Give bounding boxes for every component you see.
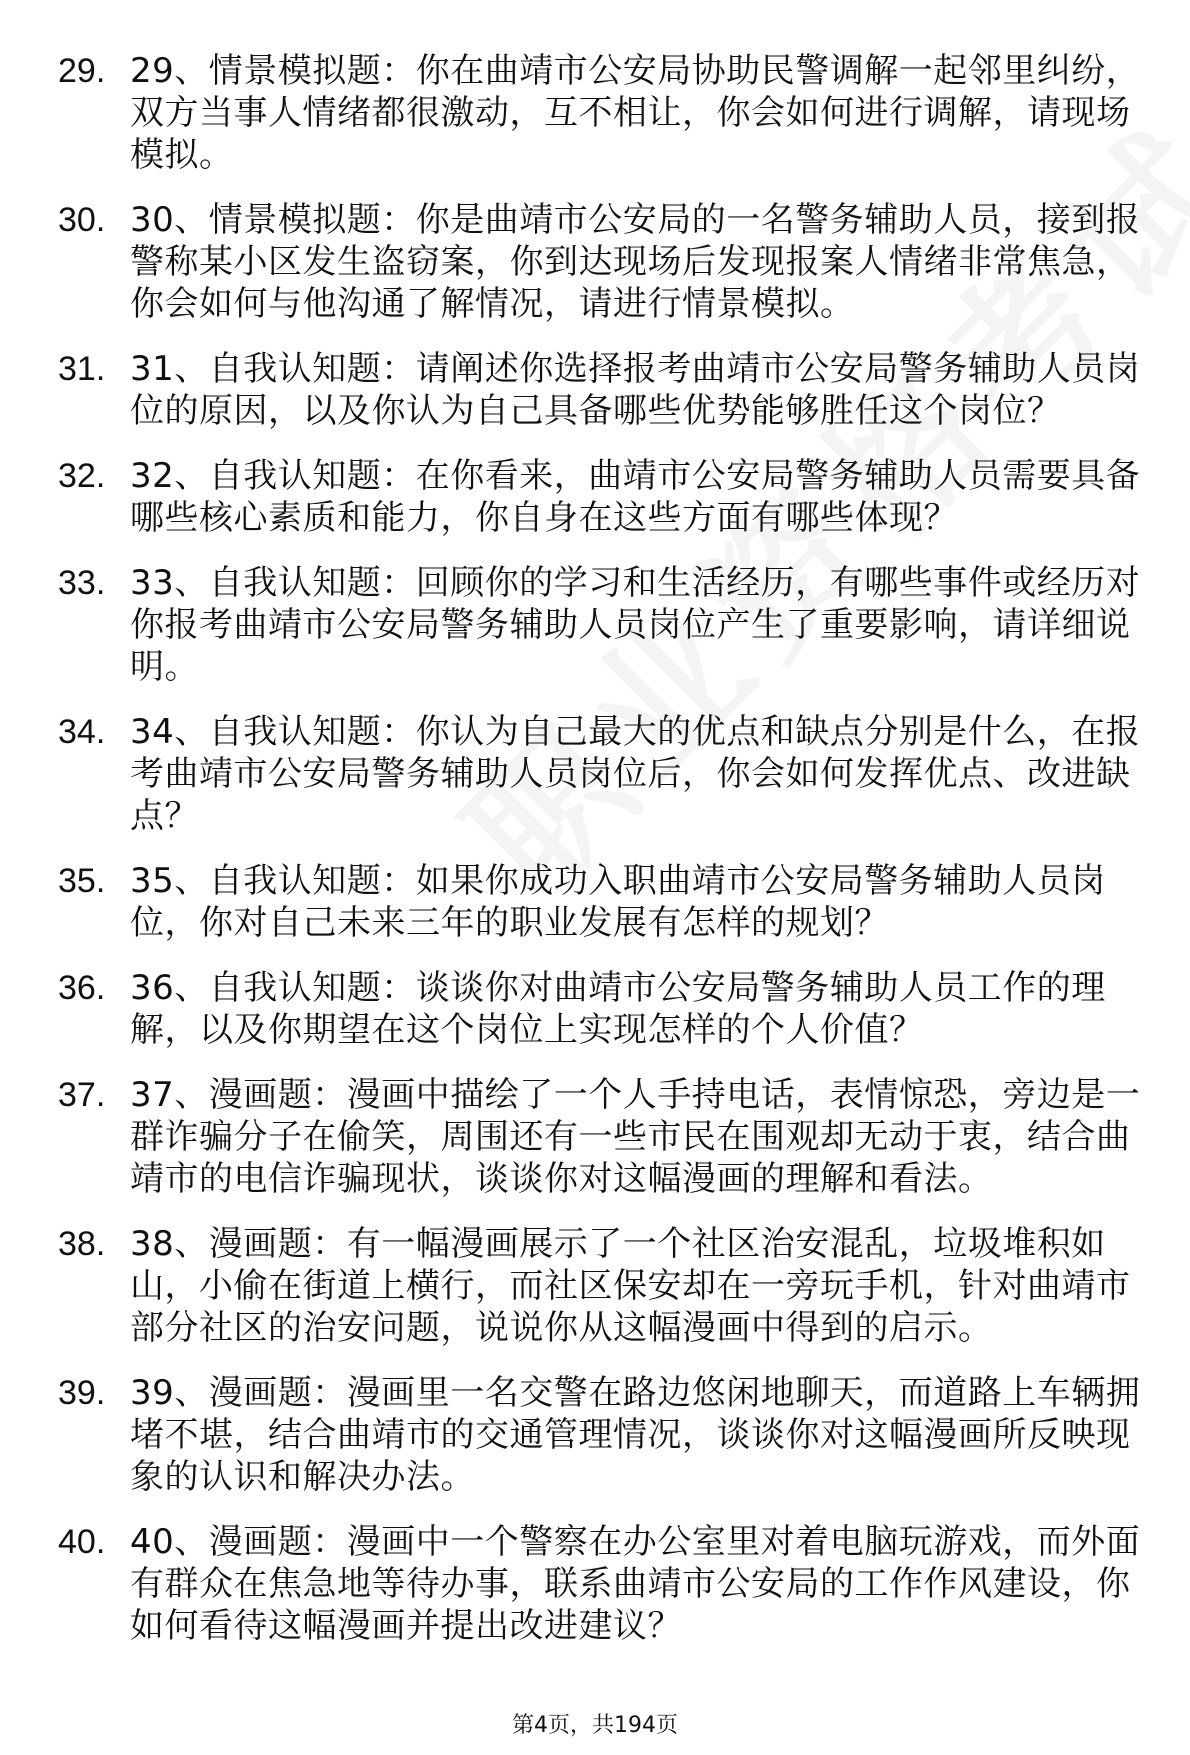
question-text: 36、自我认知题：谈谈你对曲靖市公安局警务辅助人员工作的理解，以及你期望在这个岗位上实现怎样的个人价值？ <box>130 968 1106 1050</box>
question-text: 30、情景模拟题：你是曲靖市公安局的一名警务辅助人员，接到报警称某小区发生盗窃案，你到达现场后发现报案人情绪非常焦急，你会如何与他沟通了解情况，请进行情景模拟。 <box>130 200 1141 324</box>
question-text: 37、漫画题：漫画中描绘了一个人手持电话，表情惊恐，旁边是一群诈骗分子在偷笑，周围还有一些市民在围观却无动于衷，结合曲靖市的电信诈骗现状，谈谈你对这幅漫画的理解和看法。 <box>130 1075 1141 1199</box>
question-number: 40. <box>58 1523 106 1561</box>
question-list <box>58 50 1148 1670</box>
question-item-33 <box>58 562 1148 688</box>
question-text: 31、自我认知题：请阐述你选择报考曲靖市公安局警务辅助人员岗位的原因，以及你认为自己具备哪些优势能够胜任这个岗位？ <box>130 349 1141 431</box>
question-text: 29、情景模拟题：你在曲靖市公安局协助民警调解一起邻里纠纷，双方当事人情绪都很激动，互不相让，你会如何进行调解，请现场模拟。 <box>130 51 1141 175</box>
question-item-39 <box>58 1372 1148 1498</box>
page-footer: 第4页，共194页 <box>512 1713 678 1738</box>
question-number: 31. <box>58 350 106 388</box>
question-number: 34. <box>58 713 106 751</box>
question-item-29 <box>58 50 1148 176</box>
question-item-32 <box>58 455 1148 539</box>
question-item-37 <box>58 1074 1148 1200</box>
question-number: 33. <box>58 564 106 602</box>
question-number: 35. <box>58 862 106 900</box>
question-item-35 <box>58 860 1148 944</box>
question-text: 35、自我认知题：如果你成功入职曲靖市公安局警务辅助人员岗位，你对自己未来三年的职业发展有怎样的规划？ <box>130 861 1106 943</box>
question-number: 38. <box>58 1225 106 1263</box>
question-number: 36. <box>58 969 106 1007</box>
question-item-38 <box>58 1223 1148 1349</box>
question-item-40 <box>58 1521 1148 1647</box>
question-item-34 <box>58 711 1148 837</box>
question-item-36 <box>58 967 1148 1051</box>
question-text: 40、漫画题：漫画中一个警察在办公室里对着电脑玩游戏，而外面有群众在焦急地等待办事，联系曲靖市公安局的工作作风建设，你如何看待这幅漫画并提出改进建议？ <box>130 1522 1141 1646</box>
question-item-30 <box>58 199 1148 325</box>
question-text: 39、漫画题：漫画里一名交警在路边悠闲地聊天，而道路上车辆拥堵不堪，结合曲靖市的交通管理情况，谈谈你对这幅漫画所反映现象的认识和解决办法。 <box>130 1373 1141 1497</box>
question-number: 29. <box>58 52 106 90</box>
question-text: 32、自我认知题：在你看来，曲靖市公安局警务辅助人员需要具备哪些核心素质和能力，你自身在这些方面有哪些体现？ <box>130 456 1141 538</box>
question-number: 32. <box>58 457 106 495</box>
question-number: 39. <box>58 1374 106 1412</box>
question-text: 34、自我认知题：你认为自己最大的优点和缺点分别是什么，在报考曲靖市公安局警务辅助人员岗位后，你会如何发挥优点、改进缺点？ <box>130 712 1141 836</box>
question-number: 30. <box>58 201 106 239</box>
question-text: 33、自我认知题：回顾你的学习和生活经历，有哪些事件或经历对你报考曲靖市公安局警务辅助人员岗位产生了重要影响，请详细说明。 <box>130 563 1141 687</box>
question-text: 38、漫画题：有一幅漫画展示了一个社区治安混乱，垃圾堆积如山，小偷在街道上横行，而社区保安却在一旁玩手机，针对曲靖市部分社区的治安问题，说说你从这幅漫画中得到的启示。 <box>130 1224 1131 1348</box>
question-number: 37. <box>58 1076 106 1114</box>
question-item-31 <box>58 348 1148 432</box>
